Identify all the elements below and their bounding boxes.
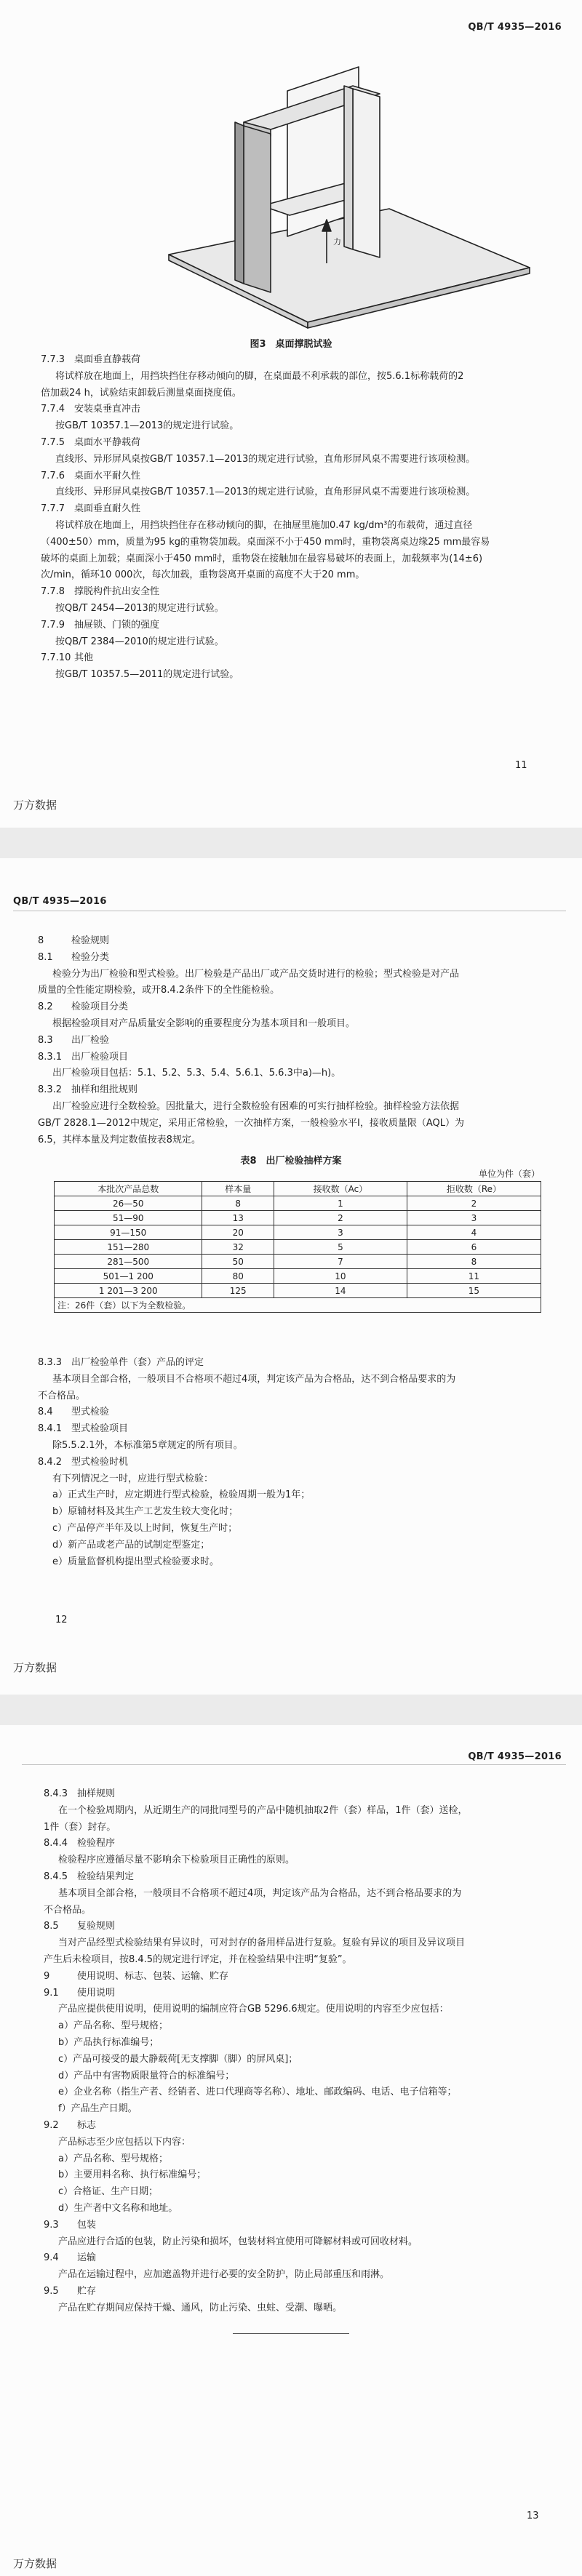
section-number: 7.7.6 [41, 470, 65, 481]
table-cell: 13 [202, 1211, 274, 1225]
paragraph-line: a）产品名称、型号规格； [58, 2153, 168, 2164]
section-heading [38, 950, 540, 967]
page-2-text-b [38, 1355, 540, 1570]
section-number: 8.4 [38, 1407, 53, 1418]
section-title: 检验分类 [71, 951, 110, 963]
table-cell: 281—500 [55, 1255, 202, 1269]
section-heading [38, 933, 540, 950]
paragraph-line: 将试样放在地面上，用挡块挡住存在移动倾向的脚，在抽屉里施加0.47 kg/dm³的布载荷，通过直径 [55, 519, 473, 531]
section-title: 桌面水平静载荷 [74, 436, 141, 448]
page-2-text-a [38, 933, 540, 1148]
paragraph-line: 破坏的桌面上加载；桌面深小于450 mm时，重物袋在接触加在最容易破坏的表面上，加载频率为(14±6) [41, 553, 483, 564]
paragraph-line: d）产品中有害物质限量符合的标准编号； [58, 2070, 235, 2081]
page-1-text [41, 352, 543, 684]
paragraph-line: d）新产品或老产品的试制定型鉴定； [52, 1539, 210, 1551]
section-number: 7.7.3 [41, 354, 65, 365]
section-title: 撑脱构件抗出安全性 [74, 586, 160, 598]
table-title: 表8 出厂检验抽样方案 [240, 1156, 342, 1167]
footer-brand: 万方数据 [13, 1661, 57, 1674]
section-title: 安装桌垂直冲击 [74, 404, 141, 415]
table-cell: 1 [274, 1196, 407, 1211]
paragraph-line: 产品在运输过程中，应加遮盖物并进行必要的安全防护，防止局部重压和雨淋。 [58, 2269, 390, 2281]
document-page-2 [0, 858, 582, 1695]
paragraph-line: 按QB/T 2454—2013的规定进行试验。 [55, 602, 224, 614]
section-title: 出厂检验项目 [71, 1051, 129, 1063]
table-header-cell: 接收数（Ac） [274, 1182, 407, 1196]
table-cell: 91—150 [55, 1225, 202, 1240]
section-title: 标志 [77, 2119, 97, 2131]
section-heading [41, 435, 543, 452]
table-row [55, 1269, 541, 1284]
section-heading [38, 999, 540, 1016]
section-number: 8.3.1 [38, 1051, 63, 1063]
paragraph-line: 产品标志至少应包括以下内容： [58, 2136, 191, 2148]
table-cell: 8 [407, 1255, 541, 1269]
table-cell: 14 [274, 1284, 407, 1298]
paragraph-line: 不合格品。 [38, 1390, 86, 1401]
paragraph-line: 按QB/T 2384—2010的规定进行试验。 [55, 636, 224, 647]
section-title: 使用说明 [77, 1987, 116, 1999]
table-header-row [55, 1182, 541, 1196]
section-heading [44, 2118, 546, 2135]
section-heading [41, 468, 543, 485]
section-heading [41, 617, 543, 634]
paragraph-line: （400±50）mm，质量为95 kg的重物袋加载。桌面深不小于450 mm时，重物袋离桌边缘25 mm最容易 [41, 536, 490, 548]
table-cell: 7 [274, 1255, 407, 1269]
paragraph-line: e）质量监督机构提出型式检验要求时。 [52, 1556, 219, 1567]
section-heading [44, 2284, 546, 2300]
section-number: 8.4.4 [44, 1838, 68, 1849]
table-row [55, 1284, 541, 1298]
section-number: 8.4.3 [44, 1788, 68, 1799]
paragraph-line: 根据检验项目对产品质量安全影响的重要程度分为基本项目和一般项目。 [52, 1017, 356, 1029]
sampling-table [54, 1181, 541, 1313]
section-title: 出厂检验 [71, 1034, 110, 1046]
page-gap [0, 1695, 582, 1725]
table-cell: 26—50 [55, 1196, 202, 1211]
paragraph-line: 产品应进行合适的包装，防止污染和损坏，包装材料宜使用可降解材料或可回收材料。 [58, 2236, 418, 2247]
section-title: 检验程序 [77, 1838, 116, 1849]
paragraph-line: d）生产者中文名称和地址。 [58, 2202, 178, 2214]
table-cell: 20 [202, 1225, 274, 1240]
section-heading [44, 1919, 546, 1935]
table-cell: 2 [274, 1211, 407, 1225]
paragraph-line: 基本项目全部合格，一般项目不合格项不超过4项，判定该产品为合格品，达不到合格品要求的为 [52, 1373, 456, 1385]
end-rule [233, 2333, 349, 2334]
page-gap [0, 828, 582, 858]
paragraph-line: 有下列情况之一时，应进行型式检验： [52, 1473, 214, 1484]
paragraph-line: 除5.5.2.1外，本标准第5章规定的所有项目。 [52, 1439, 243, 1451]
table-cell: 15 [407, 1284, 541, 1298]
section-number: 8.4.1 [38, 1423, 63, 1435]
paragraph-line: a）正式生产时，应定期进行型式检验，检验周期一般为1年； [52, 1489, 311, 1501]
table-cell: 50 [202, 1255, 274, 1269]
section-title: 检验项目分类 [71, 1001, 129, 1013]
table-cell: 80 [202, 1269, 274, 1284]
table-cell: 32 [202, 1240, 274, 1255]
section-heading [38, 1033, 540, 1049]
table-cell: 151—280 [55, 1240, 202, 1255]
section-number: 8.5 [44, 1921, 59, 1932]
page-header-code: QB/T 4935—2016 [13, 896, 107, 907]
section-heading [44, 1786, 546, 1803]
page-header-code: QB/T 4935—2016 [468, 22, 562, 33]
section-title: 出厂检验单件（套）产品的评定 [71, 1357, 204, 1368]
page-number: 12 [55, 1615, 68, 1625]
table-row [55, 1255, 541, 1269]
section-number: 8.3.2 [38, 1084, 63, 1096]
footer-brand: 万方数据 [13, 2557, 57, 2570]
section-number: 7.7.9 [41, 619, 65, 631]
section-number: 8.2 [38, 1001, 53, 1013]
paragraph-line: 检验程序应遵循尽量不影响余下检验项目正确性的原则。 [58, 1855, 295, 1866]
section-title: 使用说明、标志、包装、运输、贮存 [77, 1970, 229, 1982]
table-cell: 6 [407, 1240, 541, 1255]
table-row [55, 1211, 541, 1225]
section-number: 9.1 [44, 1987, 59, 1999]
paragraph-line: e）企业名称（指生产者、经销者、进口代理商等名称）、地址、邮政编码、电话、电子信箱等； [58, 2087, 457, 2098]
section-heading [44, 2217, 546, 2234]
document-page-1 [0, 0, 582, 828]
table-cell: 4 [407, 1225, 541, 1240]
section-number: 8.1 [38, 951, 53, 963]
table-cell: 51—90 [55, 1211, 202, 1225]
paragraph-line: 出厂检验项目包括：5.1、5.2、5.3、5.4、5.6.1、5.6.3中a)—h)。 [52, 1068, 341, 1079]
section-number: 8.4.5 [44, 1871, 68, 1882]
paragraph-line: a）产品名称、型号规格； [58, 2020, 168, 2032]
table-cell: 5 [274, 1240, 407, 1255]
force-label: 力 [333, 237, 341, 247]
section-number: 9.2 [44, 2119, 59, 2131]
section-title: 运输 [77, 2252, 97, 2264]
section-title: 抽样规则 [77, 1788, 116, 1799]
section-title: 抽屉锁、门锁的强度 [74, 619, 160, 631]
paragraph-line: 直线形、异形屏风桌按GB/T 10357.1—2013的规定进行试验，直角形屏风桌不需要进行该项检测。 [55, 453, 476, 465]
section-number: 8.4.2 [38, 1456, 63, 1468]
section-number: 7.7.7 [41, 503, 65, 515]
paragraph-line: 产品应提供使用说明，使用说明的编制应符合GB 5296.6规定。使用说明的内容至少应包括： [58, 2004, 449, 2015]
table-header-cell: 拒收数（Re） [407, 1182, 541, 1196]
section-number: 9.3 [44, 2219, 59, 2231]
section-heading [44, 1985, 546, 2002]
paragraph-line: 6.5，其样本量及判定数值按表8规定。 [38, 1134, 201, 1145]
section-heading [41, 501, 543, 518]
paragraph-line: 直线形、异形屏风桌按GB/T 10357.1—2013的规定进行试验，直角形屏风桌不需要进行该项检测。 [55, 487, 476, 498]
paragraph-line: 当对产品经型式检验结果有异议时，可对封存的备用样品进行复验。复验有异议的项目及异议项目 [58, 1937, 466, 1949]
paragraph-line: 将试样放在地面上，用挡块挡住存移动倾向的脚，在桌面最不利承载的部位，按5.6.1标称载荷的2 [55, 370, 464, 382]
table-header-cell: 本批次产品总数 [55, 1182, 202, 1196]
section-title: 包装 [77, 2219, 97, 2231]
table-cell: 11 [407, 1269, 541, 1284]
paragraph-line: 产品在贮存期间应保持干燥、通风，防止污染、虫蛀、受潮、曝晒。 [58, 2302, 343, 2313]
section-title: 抽样和组批规则 [71, 1084, 138, 1096]
figure-caption: 图3 桌面撑脱试验 [250, 339, 332, 350]
table-row [55, 1240, 541, 1255]
page-3-text [44, 1786, 546, 2317]
section-heading [44, 2250, 546, 2267]
section-title: 型式检验 [71, 1407, 110, 1418]
paragraph-line: 产生后未检项目，按8.4.5的规定进行评定，并在检验结果中注明“复验”。 [44, 1953, 352, 1965]
section-title: 桌面垂直静载荷 [74, 354, 141, 365]
section-heading [41, 401, 543, 418]
section-title: 型式检验项目 [71, 1423, 129, 1435]
paragraph-line: c）合格证、生产日期； [58, 2186, 159, 2198]
paragraph-line: 基本项目全部合格，一般项目不合格项不超过4项，判定该产品为合格品，达不到合格品要求的为 [58, 1887, 462, 1899]
table-note-row [55, 1298, 541, 1313]
table-cell: 10 [274, 1269, 407, 1284]
paragraph-line: 不合格品。 [44, 1904, 92, 1916]
paragraph-line: 1件（套）封存。 [44, 1821, 116, 1833]
section-title: 桌面垂直耐久性 [74, 503, 141, 515]
section-number: 8.3.3 [38, 1357, 63, 1368]
document-page-3 [0, 1725, 582, 2576]
table-cell: 8 [202, 1196, 274, 1211]
paragraph-line: 按GB/T 10357.5—2011的规定进行试验。 [55, 669, 239, 681]
table-cell: 1 201—3 200 [55, 1284, 202, 1298]
paragraph-line: b）主要用料名称、执行标准编号； [58, 2169, 207, 2181]
section-heading [41, 650, 543, 667]
section-number: 7.7.4 [41, 404, 65, 415]
section-number: 7.7.5 [41, 436, 65, 448]
section-title: 复验规则 [77, 1921, 116, 1932]
page-number: 13 [527, 2511, 539, 2521]
paragraph-line: c）产品可接受的最大静载荷[无支撑脚（脚）的屏风桌]； [58, 2053, 298, 2065]
section-heading [44, 1869, 546, 1886]
paragraph-line: 在一个检验周期内，从近期生产的同批同型号的产品中随机抽取2件（套）样品，1件（套）送检， [58, 1804, 468, 1816]
table-cell: 2 [407, 1196, 541, 1211]
section-heading [38, 1355, 540, 1372]
section-heading [38, 1455, 540, 1471]
paragraph-line: 质量的全性能定期检验，或开8.4.2条件下的全性能检验。 [38, 985, 280, 996]
section-number: 9.4 [44, 2252, 59, 2264]
paragraph-line: b）产品执行标准编号； [58, 2036, 159, 2048]
paragraph-line: c）产品停产半年及以上时间，恢复生产时； [52, 1522, 238, 1534]
section-heading [44, 1836, 546, 1852]
section-number: 8.3 [38, 1034, 53, 1046]
paragraph-line: 检验分为出厂检验和型式检验。出厂检验是产品出厂或产品交货时进行的检验；型式检验是对产品 [52, 968, 460, 980]
section-heading [38, 1421, 540, 1438]
table-unit: 单位为件（套） [478, 1169, 540, 1179]
section-heading [41, 352, 543, 369]
section-title: 型式检验时机 [71, 1456, 129, 1468]
paragraph-line: GB/T 2828.1—2012中规定，采用正常检验，一次抽样方案，一般检验水平Ⅰ，接收质量限（AQL）为 [38, 1117, 464, 1129]
table-cell: 501—1 200 [55, 1269, 202, 1284]
table-row [55, 1225, 541, 1240]
desk-test-figure [0, 36, 582, 371]
table-row [55, 1196, 541, 1211]
section-number: 7.7.8 [41, 586, 65, 598]
table-cell: 3 [407, 1211, 541, 1225]
paragraph-line: 按GB/T 10357.1—2013的规定进行试验。 [55, 420, 239, 432]
section-title: 其他 [74, 652, 94, 664]
header-rule [22, 1764, 566, 1765]
page-header-code: QB/T 4935—2016 [468, 1751, 562, 1762]
paragraph-line: 次/min，循环10 000次，每次加载，重物袋离开桌面的高度不大于20 mm。 [41, 569, 365, 581]
table-note: 注：26件（套）以下为全数检验。 [55, 1298, 541, 1313]
paragraph-line: 倍加载24 h，试验结束卸载后测量桌面挠度值。 [41, 387, 242, 399]
table-header-cell: 样本量 [202, 1182, 274, 1196]
section-heading [41, 584, 543, 601]
section-title: 检验结果判定 [77, 1871, 135, 1882]
paragraph-line: b）原辅材料及其生产工艺发生较大变化时； [52, 1506, 239, 1518]
section-heading [38, 1082, 540, 1099]
section-number: 8 [38, 935, 44, 946]
section-title: 贮存 [77, 2285, 97, 2297]
section-title: 桌面水平耐久性 [74, 470, 141, 481]
footer-brand: 万方数据 [13, 799, 57, 812]
section-heading [38, 1404, 540, 1421]
section-number: 9 [44, 1970, 50, 1982]
paragraph-line: f）产品生产日期。 [58, 2103, 137, 2115]
section-heading [44, 1969, 546, 1985]
section-number: 9.5 [44, 2285, 59, 2297]
section-heading [38, 1049, 540, 1066]
table-cell: 125 [202, 1284, 274, 1298]
section-title: 检验规则 [71, 935, 110, 946]
table-cell: 3 [274, 1225, 407, 1240]
paragraph-line: 出厂检验应进行全数检验。因批量大，进行全数检验有困难的可实行抽样检验。抽样检验方法依据 [52, 1100, 460, 1112]
section-number: 7.7.10 [41, 652, 71, 664]
page-number: 11 [515, 760, 527, 771]
